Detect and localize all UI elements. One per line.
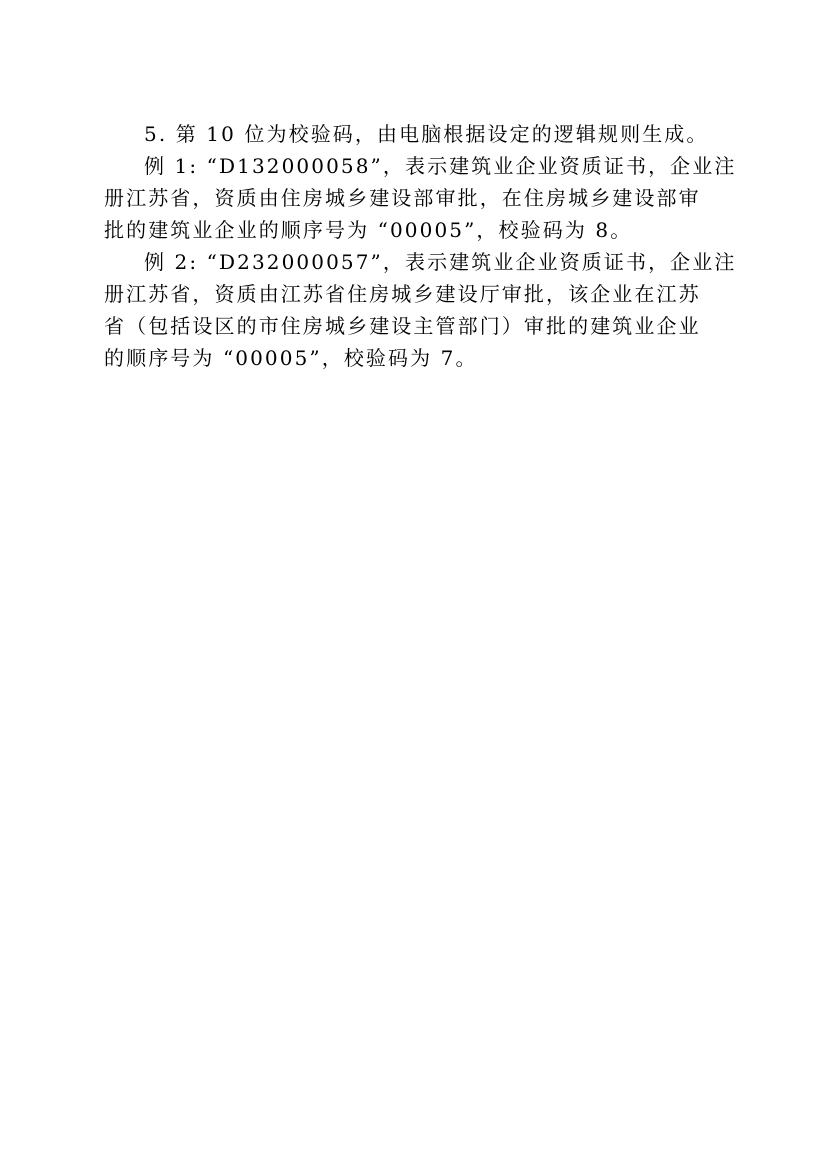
paragraph-rule-5 (104, 118, 709, 150)
paragraph-example-1 (104, 150, 737, 246)
paragraph-example-2 (104, 246, 737, 374)
document-body (104, 118, 737, 374)
text-line: 5. 第 10 位为校验码，由电脑根据设定的逻辑规则生成。 (144, 122, 709, 146)
text-line: 批的建筑业企业的顺序号为 “00005”，校验码为 8。 (104, 218, 633, 242)
text-line: 册江苏省，资质由江苏省住房城乡建设厅审批，该企业在江苏 (104, 282, 701, 306)
text-line: 例 2: “D232000057”，表示建筑业企业资质证书，企业注 (144, 250, 737, 274)
text-line: 例 1: “D132000058”，表示建筑业企业资质证书，企业注 (144, 154, 737, 178)
text-line: 册江苏省，资质由住房城乡建设部审批，在住房城乡建设部审 (104, 186, 701, 210)
text-line: 省（包括设区的市住房城乡建设主管部门）审批的建筑业企业 (104, 314, 701, 338)
text-line: 的顺序号为 “00005”，校验码为 7。 (104, 346, 478, 370)
